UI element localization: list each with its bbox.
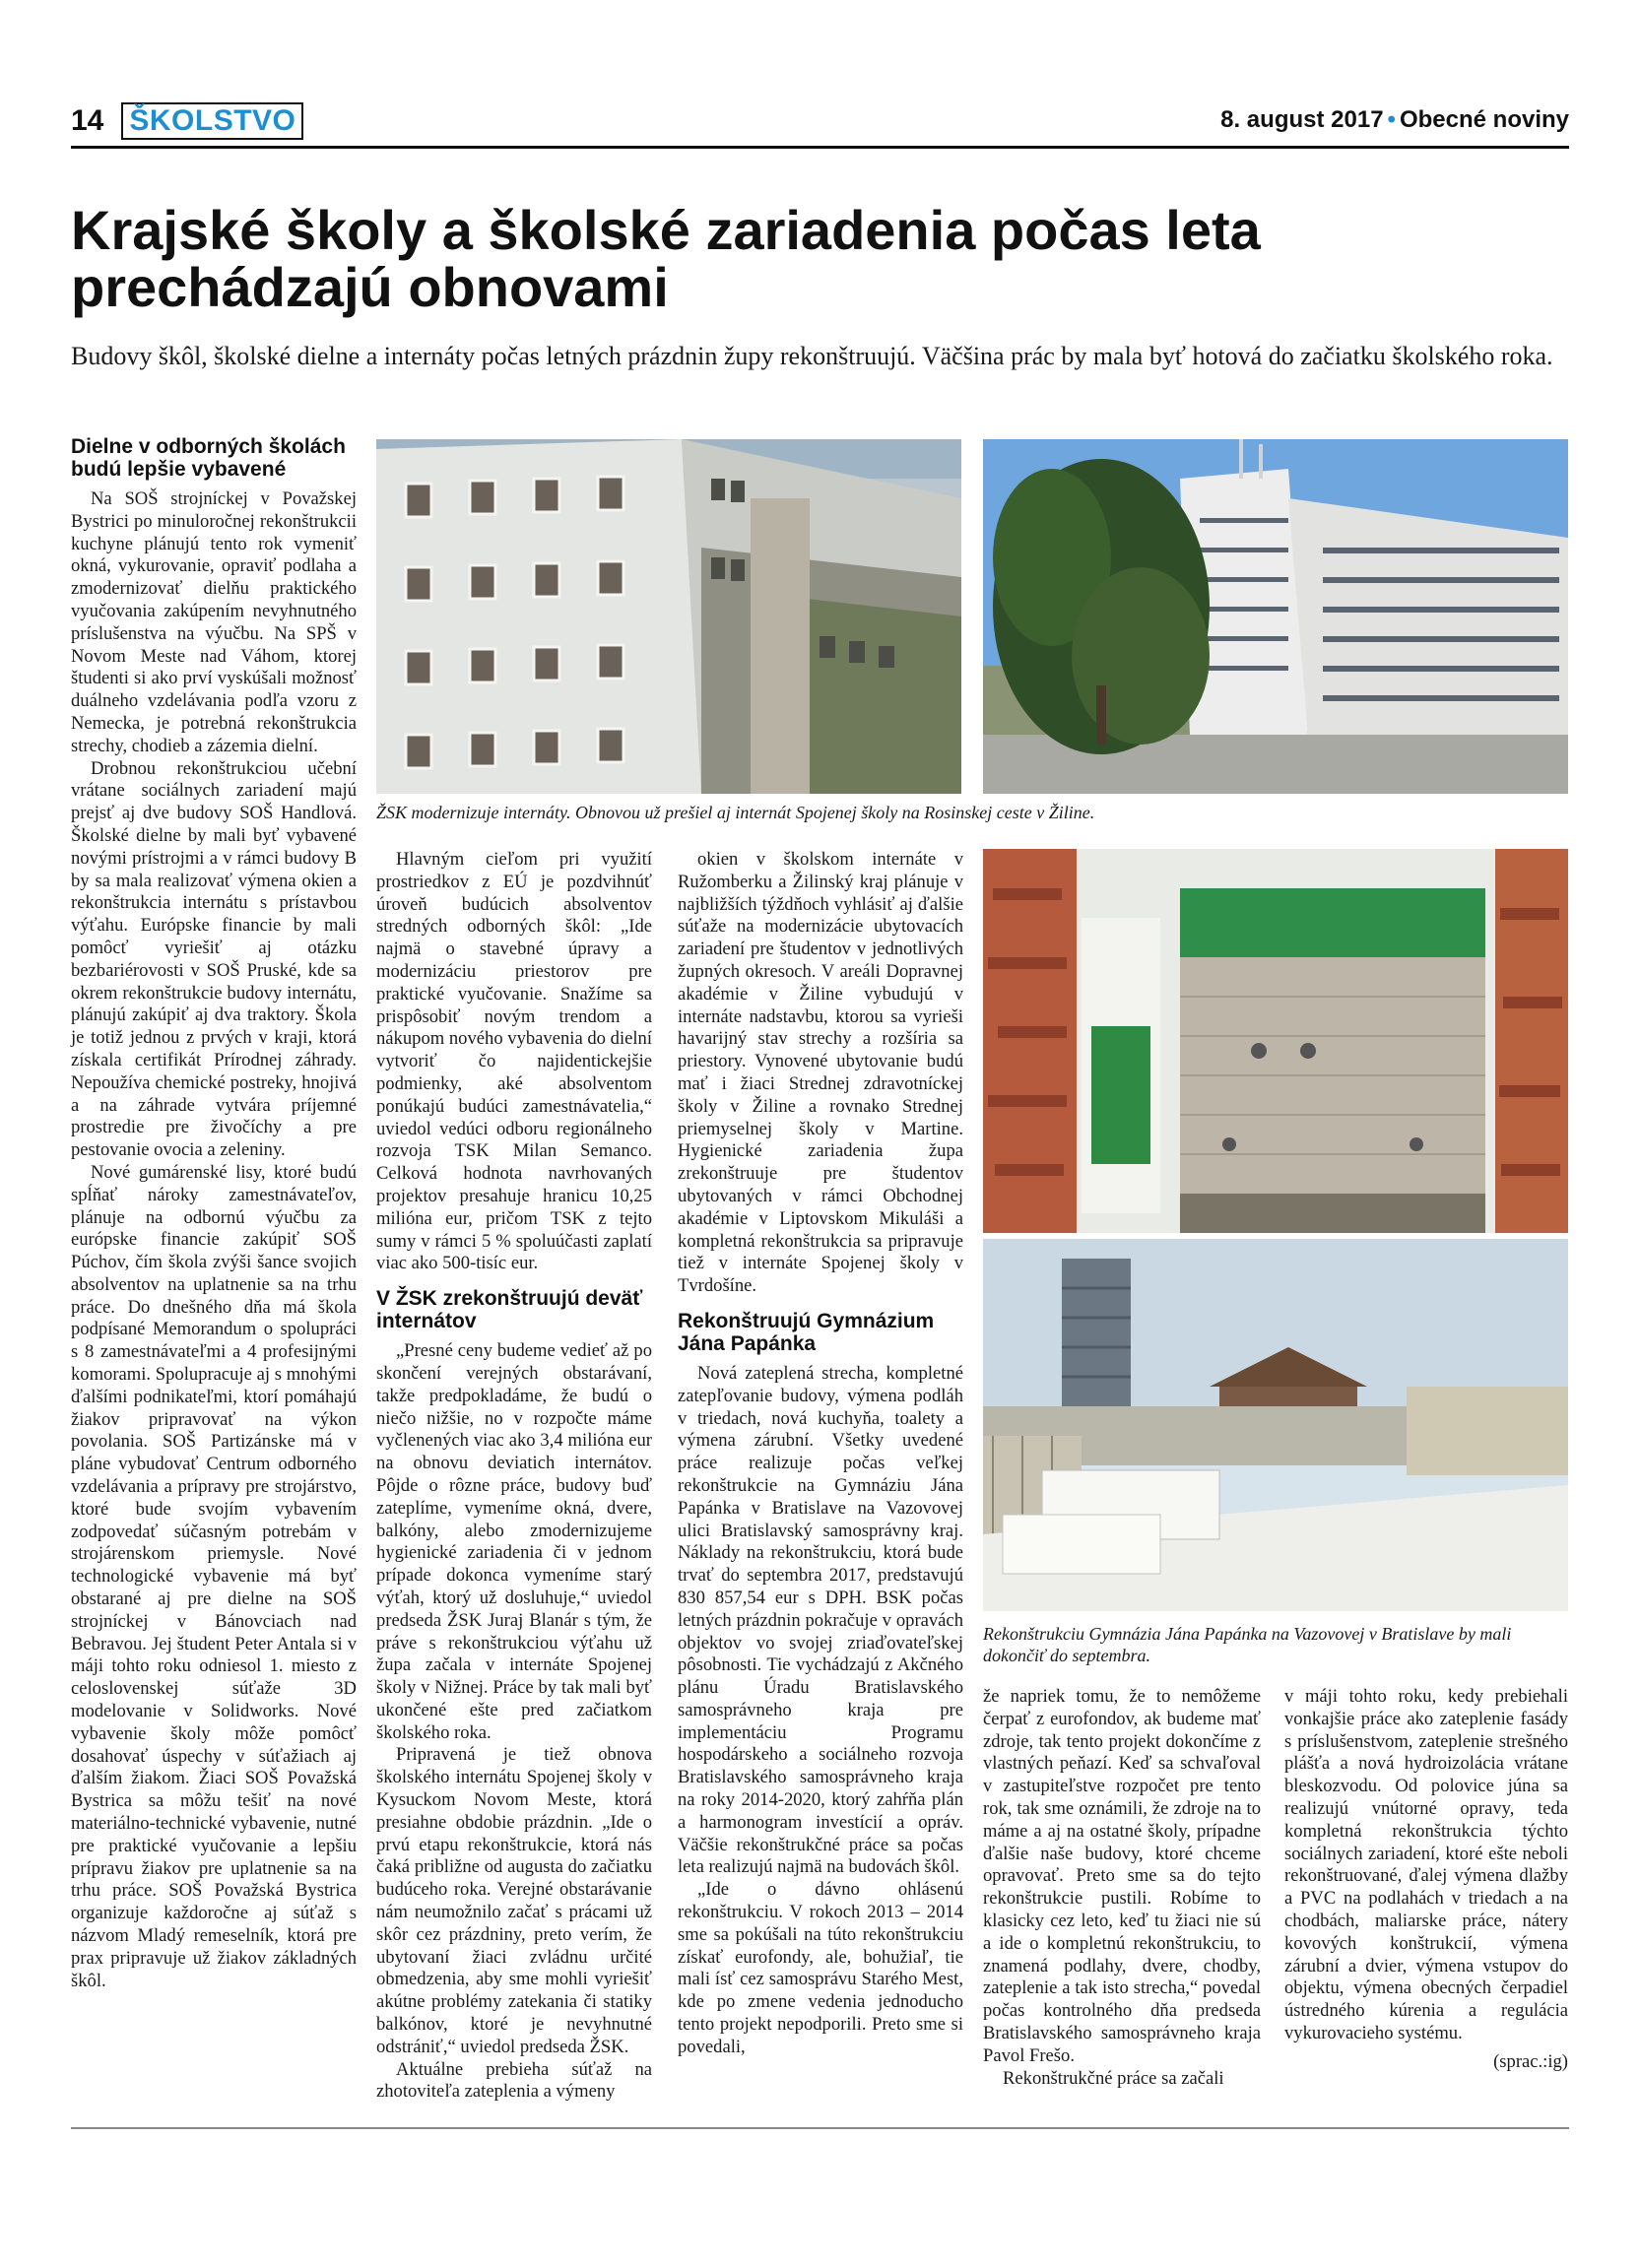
- section-label: ŠKOLSTVO: [121, 102, 303, 140]
- paragraph: „Ide o dávno ohlásenú rekonštrukciu. V rokoch 2013 – 2014 sme sa pokúšali na túto rekonštrukciu získať eurofondy, ale, bohužiaľ, tie mali ísť cez samosprávu Starého Mest, kde po zmene vedenia jednoducho tento projekt nepodporili. Preto sme si povedali,: [678, 1879, 963, 2057]
- article-headline: Krajské školy a školské zariadenia počas leta prechádzajú obnovami: [71, 199, 1261, 318]
- paragraph: Nové gumárenské lisy, ktoré budú spĺňať nároky zamestnávateľov, plánuje na odbornú výučbu za európske financie zakúpiť SOŠ Púchov, čím škola zvýši šance svojich absolventov na uplatnenie sa na trhu práce. Do dnešného dňa má škola podpísané Memorandum o spolupráci s 8 zamestnávateľmi a 4 profesijnými komorami. Spolupracuje aj s mnohými ďalšími podnikateľmi, ktorí pomáhajú žiakov pripravovať na výkon povolania. SOŠ Partizánske má v pláne vybudovať Centrum odborného vzdelávania a prípravy pre strojárstvo, ktoré bude svojím vybavením zodpovedať súčasným potrebám v strojárenskom priemysle. Nové technologické vybavenie má byť obstarané aj pre dielne na SOŠ strojníckej v Bánovciach nad Bebravou. Jej študent Peter Antala si v máji tohto roku odniesol 1. miesto z celoslovenskej súťaže 3D modelovanie v Solidworks. Nové vybavenie školy môže pomôcť dosahovať úspechy v súťažiach aj ďalším žiakom. Žiaci SOŠ Považská Bystrica sa môžu tešiť na nové materiálno-technické vybavenie, nutné pre praktické vyučovanie a lepšiu prípravu žiakov pre uplatnenie sa na trhu práce. SOŠ Považská Bystrica organizuje každoročne aj súťaž s názvom Mladý remeselník, ktorá pre prax pripravuje už žiakov základných škôl.: [71, 1161, 357, 1991]
- paragraph: Drobnou rekonštrukciou učební vrátane sociálnych zariadení majú prejsť aj dve budovy SOŠ Handlová. Školské dielne by mali byť vybavené novými prístrojmi a v rámci budovy B by sa mala realizovať výmena okien a rekonštrukcia internátu s prístavbou výťahu. Európske financie by mali pomôcť vyriešiť aj otázku bezbariérovosti v SOŠ Pruské, kde sa okrem rekonštrukcie budovy internátu, plánujú zakúpiť aj dva traktory. Škola je totiž jednou z prvých v kraji, ktorá získala certifikát Prírodnej záhrady. Nepoužíva chemické postreky, hnojivá a na záhrade vytvára príjemné prostredie pre živočíchy a pre pestovanie ovocia a zeleniny.: [71, 757, 357, 1161]
- paragraph: Na SOŠ strojníckej v Považskej Bystrici po minuloročnej rekonštrukcii kuchyne plánujú tento rok vymeniť okná, vykurovanie, opraviť podlaha a zmodernizovať dielňu praktického vyučovania zakúpením nevyhnutného príslušenstva na výučbu. Na SPŠ v Novom Meste nad Váhom, ktorej študenti si ako prví vyskúšali možnosť duálneho vzdelávania podľa vzoru z Nemecka, je potrebná rekonštrukcia strechy, chodieb a zázemia dielní.: [71, 488, 357, 756]
- column-2: [376, 849, 652, 2104]
- paragraph: Nová zateplená strecha, kompletné zatepľovanie budovy, výmena podláh v triedach, nová kuchyňa, toalety a výmena zárubní. Všetky uvedené práce realizuje počas veľkej rekonštrukcie na Gymnáziu Jána Papánka v Bratislave na Vazovovej ulici Bratislavský samosprávny kraj. Náklady na rekonštrukciu, ktorá bude trvať do septembra 2017, predstavujú 830 857,54 eur s DPH. BSK počas letných prázdnin pokračuje v opravách objektov vo svojej zriaďovateľskej pôsobnosti. Tie vychádzajú z Akčného plánu Úradu Bratislavského samosprávneho kraja pre implementáciu Programu hospodárskeho a sociálneho rozvoja Bratislavského samosprávneho kraja na roky 2014-2020, ktorý zahŕňa plán a harmonogram investícií a opráv. Väčšie rekonštrukčné práce sa počas leta realizujú najmä na budovách škôl.: [678, 1362, 963, 1878]
- column-3: [678, 849, 963, 2059]
- paragraph: Rekonštrukčné práce sa začali: [1003, 2067, 1224, 2089]
- article-lead: Budovy škôl, školské dielne a internáty počas letných prázdnin župy rekonštruujú. Väčšina prác by mala byť hotová do začiatku školského roka.: [71, 342, 1553, 370]
- photo-gymnazium-roof: [983, 1239, 1568, 1611]
- paragraph: Aktuálne prebieha súťaž na zhotoviteľa zateplenia a výmeny: [376, 2058, 652, 2103]
- paragraph: že napriek tomu, že to nemôžeme čerpať z eurofondov, ak budeme mať zdroje, tak tento projekt dokončíme z vlastných peňazí. Keď sa schvaľoval v zastupiteľstve rozpočet pre tento rok, tak sme oznámili, že zdroje na to máme a aj na ostatné školy, prípadne ďalšie naše budovy, ktoré chceme opravovať. Preto sme sa do tejto rekonštrukcie pustili. Robíme to klasicky cez leto, keď tu žiaci nie sú a ide o kompletnú rekonštrukciu, to znamená podlahy, dvere, chodby, zateplenie a tak isto strecha,“ povedal počas kontrolného dňa predseda Bratislavského samosprávneho kraja Pavol Frešo.: [983, 1686, 1261, 2066]
- column-4: [983, 1686, 1261, 2090]
- paragraph: „Presné ceny budeme vedieť až po skončení verejných obstarávaní, takže predpokladáme, že budú o niečo nižšie, no v rozpočte máme vyčlenených viac ako 3,4 milióna eur na obnovu deviatich internátov. Pôjde o rôzne práce, budovy buď zateplíme, vymeníme okná, dvere, balkóny, alebo zmodernizujeme hygienické zariadenia či v jednom prípade dokonca vymeníme starý výťah, ktorý už dosluhuje,“ uviedol predseda ŽSK Juraj Blanár s tým, že práve s rekonštrukciou výťahu už župa začala v internáte Spojenej školy v Nižnej. Práce by tak mali byť ukončené ešte pred začiatkom školského roka.: [376, 1340, 652, 1743]
- photo-bathroom-renovation: [983, 849, 1568, 1233]
- header-bullet: •: [1387, 106, 1396, 133]
- article-credit: (sprac.:ig): [1493, 2050, 1568, 2072]
- caption-photo-dormitory: ŽSK modernizuje internáty. Obnovou už prešiel aj internát Spojenej školy na Rosinskej ceste v Žiline.: [376, 803, 1095, 822]
- subhead-dielne: Dielne v odborných školách budú lepšie vybavené: [71, 435, 346, 481]
- page-header-right: [1220, 106, 1569, 134]
- footer-rule: [71, 2127, 1569, 2129]
- page-number: 14: [71, 104, 104, 137]
- paragraph: v máji tohto roku, kedy prebiehali vonkajšie práce ako zateplenie fasády s príslušenstvom, zateplenie strešného plášťa a nová hydroizolácia vrátane bleskozvodu. Od polovice júna sa realizujú vnútorné opravy, teda kompletná rekonštrukcia týchto sociálnych zariadení, ktoré ešte neboli rekonštruované, ďalej výmena dlažby a PVC na podlahách v triedach a na chodbách, maliarske práce, nátery kovových konštrukcií, výmena zárubní a dvier, výmena vstupov do objektu, výmena obecných čerpadiel ústredného kúrenia a regulácia vykurovacieho systému.: [1284, 1686, 1568, 2043]
- paragraph: okien v školskom internáte v Ružomberku a Žilinský kraj plánuje v najbližších týždňoch vyhlásiť aj ďalšie súťaže na modernizácie ubytovacích zariadení pre študentov v jednotlivých župných okresoch. V areáli Dopravnej akadémie v Žiline vybudujú v internáte nadstavbu, ktorou sa vyrieši havarijný stav strechy a rozšíria sa priestory. Vynovené ubytovanie budú mať i žiaci Strednej zdravotníckej školy v Žiline a rovnako Strednej priemyselnej školy v Martine. Hygienické zariadenia župa zrekonštruuje pre študentov ubytovaných v rámci Obchodnej akadémie v Liptovskom Mikuláši a kompletná rekonštrukcia sa pripravuje tiež v internáte Spojenej školy v Tvrdošíne.: [678, 849, 963, 1297]
- header-rule: [71, 146, 1569, 149]
- column-1: [71, 435, 357, 1992]
- page-header-left: [71, 102, 303, 140]
- photo-school-courtyard: [376, 439, 961, 794]
- subhead-gymnazium: Rekonštruujú Gymnázium Jána Papánka: [678, 1309, 935, 1355]
- column-5: [1284, 1686, 1568, 2074]
- publication-name: Obecné noviny: [1399, 106, 1569, 133]
- paragraph: Pripravená je tiež obnova školského internátu Spojenej školy v Kysuckom Novom Meste, ktorá presiahne obdobie prázdnin. „Ide o prvú etapu rekonštrukcie, ktorá nás čaká približne od augusta do začiatku budúceho roka. Verejné obstarávanie nám neumožnilo začať s prácami už skôr cez prázdniny, preto verím, že ubytovaní žiaci zvládnu určité obmedzenia, aby sme mohli vyriešiť akútne problémy zatekania či statiky balkónov, ktoré je nevyhnutné odstrániť,“ uviedol predseda ŽSK.: [376, 1744, 652, 2057]
- subhead-zsk-internaty: V ŽSK zrekonštruujú deväť internátov: [376, 1287, 643, 1333]
- caption-photo-gymnazium: Rekonštrukciu Gymnázia Jána Papánka na Vazovovej v Bratislave by mali dokončiť do septembra.: [983, 1624, 1512, 1665]
- photo-dormitory-zilina: [983, 439, 1568, 794]
- paragraph: Hlavným cieľom pri využití prostriedkov z EÚ je pozdvihnúť úroveň budúcich absolventov stredných odborných škôl: „Ide najmä o stavebné úpravy a modernizáciu priestorov pre praktické vyučovanie. Snažíme sa prispôsobiť novým trendom a nákupom nového vybavenia do dielní vytvoriť čo najidentickejšie podmienky, aké absolventom ponúkajú budúci zamestnávatelia,“ uviedol vedúci odboru regionálneho rozvoja TSK Milan Semanco. Celková hodnota navrhovaných projektov presahuje hranicu 10,25 milióna eur, pričom TSK z tejto sumy v rámci 5 % spoluúčasti zaplatí viac ako 500-tisíc eur.: [376, 849, 652, 1274]
- issue-date: 8. august 2017: [1220, 106, 1384, 133]
